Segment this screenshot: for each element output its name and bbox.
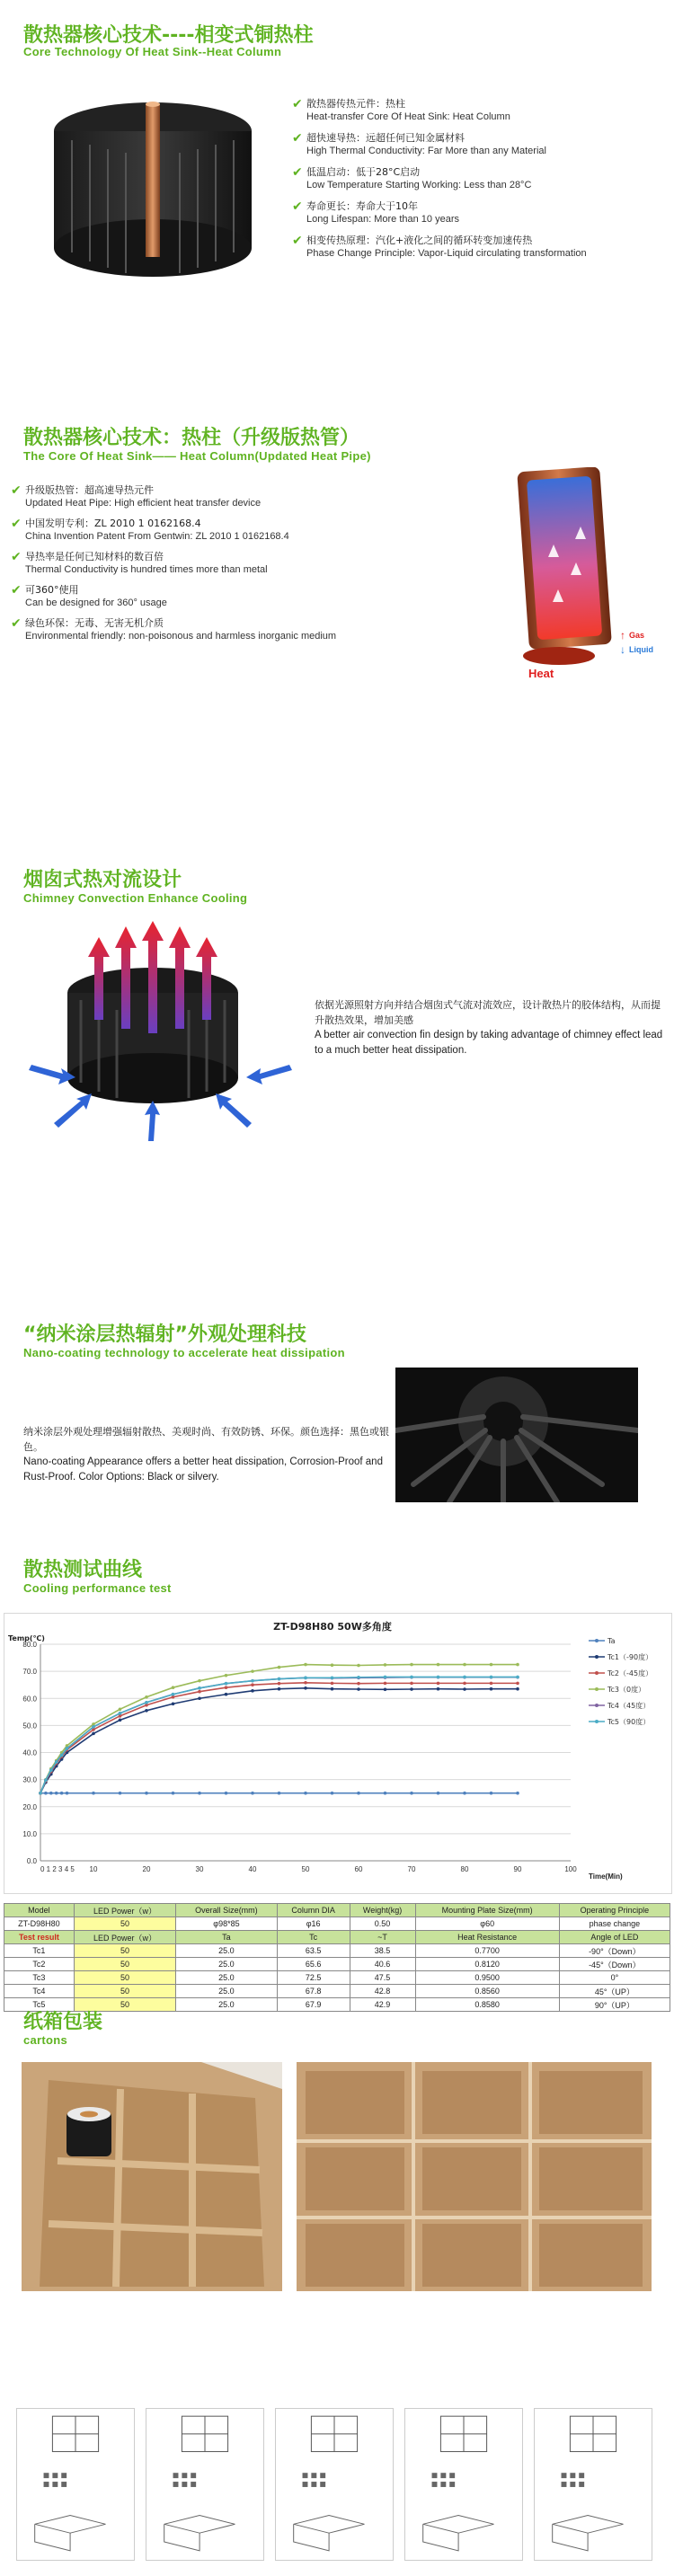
chart-title: ZT-D98H80 50W多角度 — [273, 1621, 392, 1633]
data-point — [119, 1792, 122, 1795]
data-point — [49, 1792, 53, 1795]
table-cell: 67.8 — [277, 1985, 350, 1998]
data-point — [145, 1709, 148, 1713]
carton-diagram-1 — [16, 2408, 135, 2561]
table-cell: 63.5 — [277, 1944, 350, 1958]
table-cell: Tc5 — [4, 1998, 75, 2012]
check-icon: ✔ — [11, 516, 22, 530]
data-point — [331, 1792, 334, 1795]
data-point — [410, 1663, 413, 1667]
section-cooling-test — [0, 1545, 674, 1599]
data-point — [198, 1686, 201, 1690]
data-point — [410, 1792, 413, 1795]
legend-marker — [595, 1720, 599, 1723]
table-cell: 0.50 — [350, 1917, 415, 1931]
table-cell: 50 — [74, 1998, 175, 2012]
data-point — [55, 1760, 58, 1764]
table-cell: 25.0 — [176, 1958, 278, 1971]
chimney-description — [315, 997, 665, 1058]
table-header-cell: Operating Principle — [559, 1904, 670, 1917]
table-header-cell: Model — [4, 1904, 75, 1917]
data-point — [251, 1669, 254, 1673]
data-point — [463, 1792, 466, 1795]
data-point — [384, 1663, 387, 1667]
data-point — [410, 1682, 413, 1686]
data-point — [463, 1663, 466, 1667]
data-point — [92, 1732, 95, 1736]
legend-label: Tc2（-45度） — [607, 1669, 653, 1677]
data-point — [278, 1682, 281, 1686]
check-icon: ✔ — [292, 96, 303, 111]
table-header-cell: Weight(kg) — [350, 1904, 415, 1917]
table-header-cell: Mounting Plate Size(mm) — [415, 1904, 559, 1917]
table-cell: φ16 — [277, 1917, 350, 1931]
data-point — [357, 1676, 360, 1679]
table-cell: 50 — [74, 1985, 175, 1998]
table-header-row — [4, 1931, 670, 1944]
x-tick-label: 40 — [248, 1865, 257, 1873]
legend-label: Tc3（0度） — [607, 1686, 646, 1694]
feature-zh: 中国发明专利：ZL 2010 1 0162168.4 — [25, 518, 201, 529]
data-point — [225, 1682, 228, 1686]
section-subtitle: Nano-coating technology to accelerate heat dissipation — [23, 1346, 345, 1359]
data-point — [384, 1792, 387, 1795]
feature-item — [292, 165, 531, 192]
table-row — [4, 1971, 670, 1985]
section-title: 烟囱式热对流设计 — [23, 869, 182, 891]
data-point — [463, 1682, 466, 1686]
data-point — [251, 1679, 254, 1683]
section-cartons — [0, 1999, 674, 2053]
data-point — [60, 1754, 64, 1757]
chimney-airflow-diagram — [18, 921, 306, 1146]
x-tick-label: 70 — [407, 1865, 416, 1873]
check-icon: ✔ — [11, 549, 22, 563]
table-cell: 65.6 — [277, 1958, 350, 1971]
feature-en: Low Temperature Starting Working: Less than 28°C — [306, 180, 532, 190]
section-title: “纳米涂层热辐射”外观处理科技 — [23, 1323, 306, 1346]
legend-marker — [595, 1687, 599, 1691]
data-point — [490, 1663, 493, 1667]
gas-arrow-icon: ↑ — [620, 629, 625, 642]
data-point — [198, 1679, 201, 1683]
data-point — [119, 1708, 122, 1712]
table-cell: 38.5 — [350, 1944, 415, 1958]
section-title: 纸箱包装 — [23, 2011, 103, 2033]
feature-zh: 低温启动：低于28°C启动 — [306, 166, 421, 178]
feature-en: Long Lifespan: More than 10 years — [306, 214, 460, 225]
section-nano-coating — [0, 1303, 674, 1518]
feature-item — [292, 199, 459, 226]
check-icon: ✔ — [11, 582, 22, 597]
carton-diagram-3 — [275, 2408, 394, 2561]
chart-svg — [4, 1614, 671, 1893]
table-cell: 25.0 — [176, 1944, 278, 1958]
carton-photo-dividers — [297, 2062, 652, 2291]
x-tick-label: 30 — [195, 1865, 204, 1873]
table-cell: 72.5 — [277, 1971, 350, 1985]
data-point — [251, 1792, 254, 1795]
check-icon: ✔ — [292, 233, 303, 247]
data-point — [251, 1689, 254, 1693]
data-point — [92, 1792, 95, 1795]
table-cell: ZT-D98H80 — [4, 1917, 75, 1931]
section-subtitle: cartons — [23, 2033, 68, 2047]
data-point — [119, 1719, 122, 1722]
feature-item — [292, 234, 587, 261]
feature-zh: 散热器传热元件：热柱 — [306, 98, 405, 110]
feature-zh: 寿命更长：寿命大于10年 — [306, 200, 418, 212]
section-subtitle: Cooling performance test — [23, 1581, 172, 1595]
table-cell: 42.9 — [350, 1998, 415, 2012]
y-tick-label: 20.0 — [22, 1802, 37, 1811]
table-cell: Tc4 — [4, 1985, 75, 1998]
section-subtitle: Core Technology Of Heat Sink--Heat Column — [23, 45, 282, 58]
data-point — [490, 1687, 493, 1691]
data-point — [304, 1686, 307, 1690]
data-point — [357, 1664, 360, 1668]
data-point — [92, 1725, 95, 1729]
feature-item — [292, 131, 546, 158]
carton-diagram-5 — [534, 2408, 652, 2561]
series-line — [40, 1688, 518, 1793]
feature-zh: 升级版热管：超高速导热元件 — [25, 484, 154, 496]
heat-column-diagram — [503, 467, 656, 692]
feature-en: Updated Heat Pipe: High efficient heat transfer device — [25, 498, 262, 509]
data-point — [384, 1688, 387, 1692]
table-cell: -45°（Down） — [559, 1958, 670, 1971]
heat-label: Heat — [528, 667, 554, 680]
check-icon: ✔ — [11, 615, 22, 630]
data-point — [198, 1792, 201, 1795]
data-point — [44, 1778, 48, 1782]
x-tick-label: 20 — [142, 1865, 151, 1873]
check-icon: ✔ — [292, 199, 303, 213]
check-icon: ✔ — [11, 482, 22, 497]
data-point — [55, 1792, 58, 1795]
data-point — [66, 1747, 69, 1750]
legend-label: Tc1（-90度） — [607, 1653, 653, 1661]
data-point — [225, 1792, 228, 1795]
table-header-cell: Tc — [277, 1931, 350, 1944]
table-cell: -90°（Down） — [559, 1944, 670, 1958]
data-point — [225, 1693, 228, 1696]
data-point — [516, 1663, 519, 1667]
heat-sink-image — [36, 77, 288, 302]
feature-zh: 超快速导热：远超任何已知金属材料 — [306, 132, 465, 144]
data-point — [66, 1792, 69, 1795]
table-cell: φ60 — [415, 1917, 559, 1931]
feature-en: Thermal Conductivity is hundred times more than metal — [25, 564, 268, 575]
x-tick-label: 10 — [89, 1865, 98, 1873]
legend-marker — [595, 1671, 599, 1675]
data-point — [384, 1676, 387, 1679]
y-tick-label: 50.0 — [22, 1722, 37, 1731]
table-cell: 25.0 — [176, 1985, 278, 1998]
table-header-cell: Overall Size(mm) — [176, 1904, 278, 1917]
coating-closeup-image — [395, 1368, 638, 1502]
x-axis-label: Time(Min) — [589, 1872, 623, 1881]
data-point — [251, 1683, 254, 1686]
feature-item — [292, 97, 510, 124]
cooling-chart — [4, 1613, 672, 1894]
description-en: Nano-coating Appearance offers a better heat dissipation, Corrosion-Proof and Rust-Proof. Color Options: Black or silvery. — [23, 1456, 383, 1483]
x-tick-label: 50 — [301, 1865, 310, 1873]
carton-diagram-2 — [146, 2408, 264, 2561]
spec-table — [4, 1903, 670, 2012]
feature-en: High Thermal Conductivity: Far More than any Material — [306, 146, 546, 156]
data-point — [49, 1768, 53, 1772]
x-tick-label: 80 — [460, 1865, 469, 1873]
y-tick-label: 60.0 — [22, 1695, 37, 1704]
check-icon: ✔ — [292, 164, 303, 179]
y-tick-label: 0.0 — [26, 1857, 37, 1865]
section-subtitle: Chimney Convection Enhance Cooling — [23, 891, 248, 905]
data-point — [145, 1792, 148, 1795]
liquid-arrow-icon: ↓ — [620, 643, 625, 656]
table-cell: 42.8 — [350, 1985, 415, 1998]
section-chimney — [0, 854, 674, 1150]
table-header-cell: Heat Resistance — [415, 1931, 559, 1944]
nano-description — [23, 1424, 392, 1485]
feature-en: Phase Change Principle: Vapor-Liquid circulating transformation — [306, 248, 587, 259]
data-point — [410, 1687, 413, 1691]
description-zh: 依据光源照射方向并结合烟囱式气流对流效应，设计散热片的胶体结构，从而提升散热效果，增加美感 — [315, 999, 661, 1026]
x-tick-label: 0 1 2 3 4 5 — [40, 1865, 75, 1873]
table-header-cell: Test result — [4, 1931, 75, 1944]
section-title: 散热器核心技术----相变式铜热柱 — [23, 24, 314, 47]
table-cell: 0.8580 — [415, 1998, 559, 2012]
data-point — [304, 1681, 307, 1685]
data-point — [437, 1682, 440, 1686]
feature-en: Can be designed for 360° usage — [25, 598, 167, 608]
data-point — [278, 1666, 281, 1669]
table-cell: 45°（UP） — [559, 1985, 670, 1998]
table-cell: 25.0 — [176, 1971, 278, 1985]
data-point — [225, 1674, 228, 1677]
legend-label: Tc4（45度） — [607, 1702, 651, 1710]
feature-en: Environmental friendly: non-poisonous and harmless inorganic medium — [25, 631, 337, 642]
y-tick-label: 70.0 — [22, 1668, 37, 1677]
table-cell: 0.8560 — [415, 1985, 559, 1998]
data-point — [44, 1792, 48, 1795]
feature-en: Heat-transfer Core Of Heat Sink: Heat Column — [306, 111, 510, 122]
data-point — [463, 1676, 466, 1679]
data-point — [331, 1682, 334, 1686]
table-cell: phase change — [559, 1917, 670, 1931]
table-header-cell: LED Power（w） — [74, 1931, 175, 1944]
data-point — [437, 1676, 440, 1679]
feature-item — [11, 616, 336, 643]
data-point — [463, 1687, 466, 1691]
table-cell: 50 — [74, 1917, 175, 1931]
legend-marker — [595, 1704, 599, 1707]
feature-en: China Invention Patent From Gentwin: ZL 2010 1 0162168.4 — [25, 531, 289, 542]
y-tick-label: 80.0 — [22, 1641, 37, 1649]
data-point — [39, 1792, 42, 1795]
feature-item — [11, 583, 167, 610]
legend-label: Tc5（90度） — [607, 1718, 651, 1726]
table-cell: 47.5 — [350, 1971, 415, 1985]
y-tick-label: 40.0 — [22, 1748, 37, 1757]
data-point — [172, 1792, 175, 1795]
data-point — [357, 1792, 360, 1795]
series-line — [40, 1677, 518, 1793]
data-point — [278, 1677, 281, 1681]
table-row — [4, 1958, 670, 1971]
data-point — [119, 1712, 122, 1715]
feature-item — [11, 483, 261, 510]
data-point — [490, 1792, 493, 1795]
data-point — [516, 1682, 519, 1686]
table-cell: 90°（UP） — [559, 1998, 670, 2012]
table-cell: 67.9 — [277, 1998, 350, 2012]
table-cell: Tc1 — [4, 1944, 75, 1958]
table-header-cell: Ta — [176, 1931, 278, 1944]
table-header-cell: Angle of LED — [559, 1931, 670, 1944]
feature-zh: 可360°使用 — [25, 584, 79, 596]
table-cell: 50 — [74, 1944, 175, 1958]
data-point — [437, 1687, 440, 1691]
data-point — [304, 1792, 307, 1795]
check-icon: ✔ — [292, 130, 303, 145]
feature-item — [11, 517, 289, 544]
table-header-cell: LED Power（w） — [74, 1904, 175, 1917]
series-line — [40, 1683, 518, 1793]
data-point — [278, 1687, 281, 1691]
table-cell: 0.8120 — [415, 1958, 559, 1971]
legend-label: Ta — [607, 1637, 616, 1645]
section-title: 散热器核心技术：热柱（升级版热管） — [23, 427, 360, 449]
data-point — [437, 1792, 440, 1795]
table-cell: Tc3 — [4, 1971, 75, 1985]
data-point — [145, 1701, 148, 1704]
data-point — [357, 1682, 360, 1686]
carton-diagram-4 — [404, 2408, 523, 2561]
data-point — [145, 1695, 148, 1699]
y-tick-label: 30.0 — [22, 1775, 37, 1784]
data-point — [516, 1676, 519, 1679]
data-point — [172, 1686, 175, 1689]
table-cell: 40.6 — [350, 1958, 415, 1971]
table-header-cell: ~T — [350, 1931, 415, 1944]
feature-zh: 相变传热原理：汽化+液化之间的循环转变加速传热 — [306, 235, 533, 246]
y-axis-label: Temp(℃) — [8, 1634, 45, 1642]
data-point — [437, 1663, 440, 1667]
section-heat-column — [0, 413, 674, 701]
section-core-tech — [0, 0, 674, 341]
feature-zh: 绿色环保：无毒、无害无机介质 — [25, 617, 164, 629]
gas-legend: Gas — [629, 631, 645, 640]
table-cell: 25.0 — [176, 1998, 278, 2012]
table-row — [4, 1944, 670, 1958]
data-point — [304, 1677, 307, 1680]
x-tick-label: 100 — [564, 1865, 577, 1873]
legend-marker — [595, 1639, 599, 1642]
table-cell: 0.7700 — [415, 1944, 559, 1958]
table-cell: 50 — [74, 1971, 175, 1985]
x-tick-label: 90 — [513, 1865, 522, 1873]
description-zh: 纳米涂层外观处理增强辐射散热、美观时尚、有效防锈、环保。颜色选择：黑色或银色。 — [23, 1426, 389, 1453]
feature-item — [11, 550, 268, 577]
feature-zh: 导热率是任何已知材料的数百倍 — [25, 551, 164, 562]
data-point — [198, 1690, 201, 1694]
data-point — [278, 1792, 281, 1795]
data-point — [172, 1693, 175, 1696]
table-row — [4, 1917, 670, 1931]
data-point — [384, 1682, 387, 1686]
y-tick-label: 10.0 — [22, 1829, 37, 1838]
data-point — [225, 1686, 228, 1689]
data-point — [331, 1687, 334, 1691]
liquid-legend: Liquid — [629, 645, 653, 654]
description-en: A better air convection fin design by taking advantage of chimney effect lead to a much better heat dissipation. — [315, 1030, 663, 1056]
table-cell: 0.9500 — [415, 1971, 559, 1985]
series-line — [40, 1677, 518, 1793]
table-cell: 50 — [74, 1958, 175, 1971]
data-point — [516, 1792, 519, 1795]
legend-marker — [595, 1655, 599, 1659]
data-point — [490, 1682, 493, 1686]
data-point — [172, 1702, 175, 1705]
data-point — [331, 1677, 334, 1680]
data-point — [410, 1676, 413, 1679]
data-point — [60, 1792, 64, 1795]
data-point — [490, 1676, 493, 1679]
table-cell: 0° — [559, 1971, 670, 1985]
carton-photo-open — [22, 2062, 282, 2291]
table-header-row — [4, 1904, 670, 1917]
table-row — [4, 1985, 670, 1998]
data-point — [516, 1687, 519, 1691]
data-point — [198, 1696, 201, 1700]
x-tick-label: 60 — [354, 1865, 363, 1873]
table-cell: φ98*85 — [176, 1917, 278, 1931]
section-title: 散热测试曲线 — [23, 1559, 143, 1581]
section-subtitle: The Core Of Heat Sink—— Heat Column(Updated Heat Pipe) — [23, 449, 371, 463]
table-header-cell: Column DIA — [277, 1904, 350, 1917]
data-point — [357, 1687, 360, 1691]
table-cell: Tc2 — [4, 1958, 75, 1971]
data-point — [304, 1663, 307, 1667]
data-point — [331, 1663, 334, 1667]
